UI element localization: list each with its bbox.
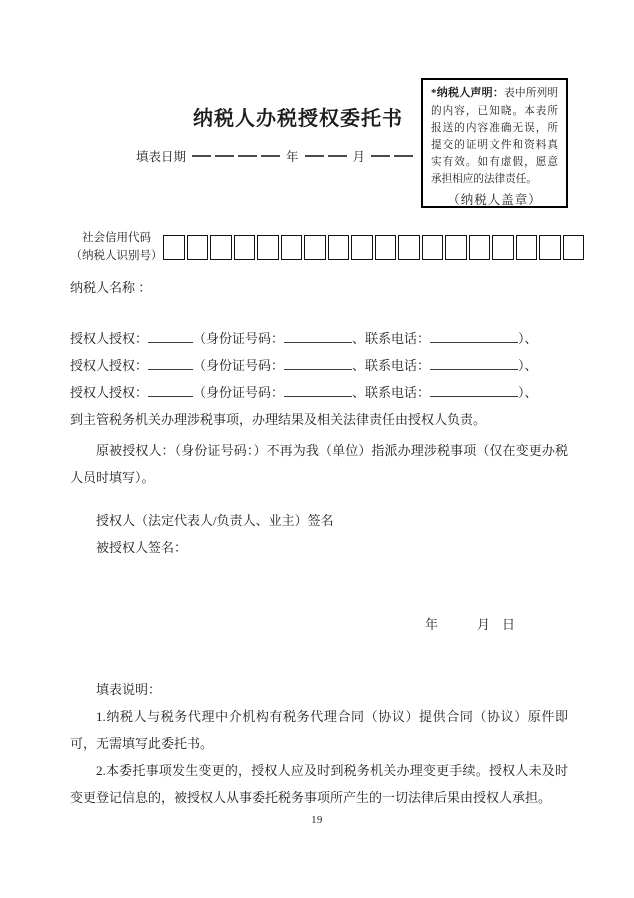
fill-date-day-blank xyxy=(369,155,415,157)
credit-code-row xyxy=(70,230,568,266)
code-box xyxy=(234,235,256,260)
instructions-heading: 填表说明： xyxy=(96,681,162,697)
code-box xyxy=(187,235,209,260)
authorizer-sign-label: 授权人（法定代表人/负责人、业主）签名 xyxy=(96,512,334,528)
authorization-line xyxy=(70,352,568,379)
code-box xyxy=(304,235,326,260)
form-title: 纳税人办税授权委托书 xyxy=(193,108,403,130)
former-agent-text: 原被授权人：（身份证号码：）不再为我（单位）指派办理涉税事项（仅在变更办税人员时填写）。 xyxy=(70,442,568,485)
page-number: 19 xyxy=(311,815,323,826)
code-box xyxy=(492,235,514,260)
fill-date-label: 填表日期 xyxy=(136,150,187,164)
authorization-purpose-text: 到主管税务机关办理涉税事项，办理结果及相关法律责任由授权人负责。 xyxy=(70,411,487,427)
instruction-item-1: 1.纳税人与税务代理中介机构有税务代理合同（协议）提供合同（协议）原件即可，无需填写此委托书。 xyxy=(70,708,568,751)
authorizer-label: 授权人授权： xyxy=(70,330,149,346)
code-box xyxy=(469,235,491,260)
code-box xyxy=(539,235,561,260)
sign-day-label: 日 xyxy=(502,616,516,632)
authorizer-name-blank xyxy=(148,383,193,397)
code-box xyxy=(422,235,444,260)
id-number-label: （身份证号码： xyxy=(193,384,285,400)
authorizer-label: 授权人授权： xyxy=(70,357,149,373)
authorization-line xyxy=(70,325,568,352)
instructions-section xyxy=(70,676,568,811)
id-number-blank xyxy=(284,356,352,370)
document-content xyxy=(70,78,568,811)
line-suffix: ）、 xyxy=(518,330,538,346)
code-box xyxy=(375,235,397,260)
code-box xyxy=(210,235,232,260)
credit-code-label-line1: 社会信用代码 xyxy=(82,232,151,244)
code-box xyxy=(163,235,185,260)
month-label: 月 xyxy=(352,150,366,164)
phone-label: 、联系电话： xyxy=(352,357,431,373)
fill-date-month-blank xyxy=(303,155,349,157)
credit-code-label-line2: （纳税人识别号） xyxy=(70,249,163,262)
authorizer-name-blank xyxy=(148,356,193,370)
code-box xyxy=(563,235,585,260)
line-suffix: ）、 xyxy=(518,357,538,373)
declaration-seal-label: （纳税人盖章） xyxy=(447,192,542,207)
authorized-sign-label: 被授权人签名： xyxy=(96,539,188,555)
authorizer-label: 授权人授权： xyxy=(70,384,149,400)
code-box xyxy=(445,235,467,260)
code-box xyxy=(398,235,420,260)
phone-blank xyxy=(430,329,518,343)
phone-label: 、联系电话： xyxy=(352,384,431,400)
credit-code-boxes xyxy=(163,235,585,260)
credit-code-label xyxy=(70,230,163,266)
id-number-blank xyxy=(284,383,352,397)
signature-date-line xyxy=(70,611,568,638)
instruction-item-2: 2.本委托事项发生变更的，授权人应及时到税务机关办理变更手续。授权人未及时变更登记信息的，被授权人从事委托税务事项所产生的一切法律后果由授权人承担。 xyxy=(70,762,568,805)
fill-date-year-blank xyxy=(190,155,282,157)
authorization-line xyxy=(70,379,568,406)
code-box xyxy=(281,235,303,260)
taxpayer-name-label: 纳税人名称 ： xyxy=(70,279,152,295)
declaration-label: *纳税人声明： xyxy=(431,87,505,99)
code-box xyxy=(516,235,538,260)
phone-blank xyxy=(430,383,518,397)
authorizer-name-blank xyxy=(148,329,193,343)
phone-blank xyxy=(430,356,518,370)
year-label: 年 xyxy=(286,150,299,164)
code-box xyxy=(328,235,350,260)
id-number-label: （身份证号码： xyxy=(193,330,285,346)
taxpayer-name-row xyxy=(70,278,568,298)
taxpayer-declaration-box xyxy=(421,78,568,208)
id-number-label: （身份证号码： xyxy=(193,357,285,373)
line-suffix: ）、 xyxy=(518,384,538,400)
declaration-body: 表中所列明的内容，已知晓。本表所报送的内容准确无误，所提交的证明文件和资料真实有效。如有虚假，愿意承担相应的法律责任。 xyxy=(431,88,559,186)
authorization-block xyxy=(70,325,568,433)
code-box xyxy=(257,235,279,260)
code-box xyxy=(351,235,373,260)
sign-month-label: 月 xyxy=(477,616,491,632)
document-header xyxy=(70,78,568,208)
sign-year-label: 年 xyxy=(425,616,439,632)
phone-label: 、联系电话： xyxy=(352,330,431,346)
id-number-blank xyxy=(284,329,352,343)
signature-block xyxy=(70,507,568,561)
